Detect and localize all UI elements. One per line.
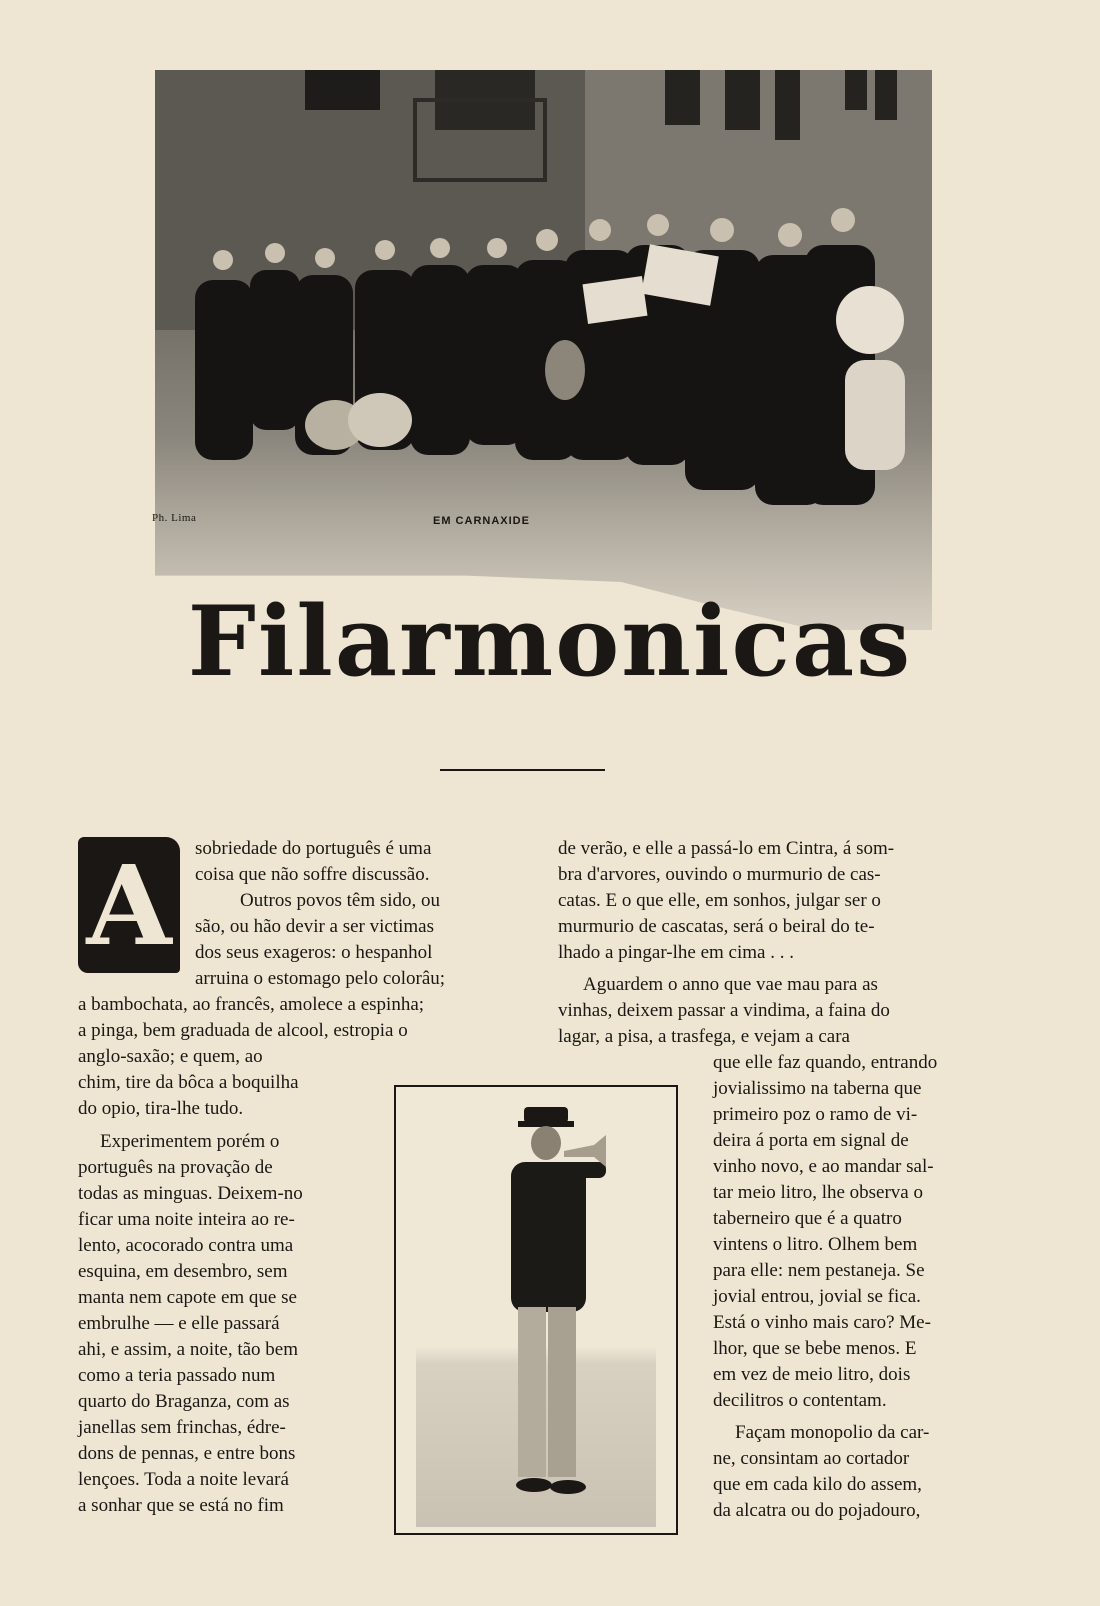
text-line: a sonhar que se está no fim	[78, 1495, 284, 1516]
bugler-figure	[496, 1107, 606, 1497]
text-line: lento, acocorado contra uma	[78, 1235, 294, 1256]
text-line: como a teria passado num	[78, 1365, 276, 1386]
photo-credit: Ph. Lima	[152, 512, 197, 524]
article-title: Filarmonicas	[187, 585, 913, 698]
title-divider	[440, 769, 605, 771]
text-line: de verão, e elle a passá-lo em Cintra, á som-	[558, 838, 895, 859]
text-line: jovial entrou, jovial se fica.	[713, 1286, 921, 1307]
text-line: Experimentem porém o	[100, 1131, 280, 1152]
photo-caption: EM CARNAXIDE	[433, 515, 530, 527]
musician-photo-frame	[394, 1085, 678, 1535]
text-line: ahi, e assim, a noite, tão bem	[78, 1339, 299, 1360]
text-line: português na provação de	[78, 1157, 273, 1178]
text-line: Está o vinho mais caro? Me-	[713, 1312, 931, 1333]
text-line: taberneiro que é a quatro	[713, 1208, 902, 1229]
text-line: anglo-saxão; e quem, ao	[78, 1046, 263, 1067]
text-line: Aguardem o anno que vae mau para as	[583, 974, 878, 995]
text-line: murmurio de cascatas, será o beiral do te-	[558, 916, 875, 937]
text-line: jovialissimo na taberna que	[713, 1078, 922, 1099]
text-line: manta nem capote em que se	[78, 1287, 297, 1308]
text-line: arruina o estomago pelo colorâu;	[195, 968, 446, 989]
text-line: vinhas, deixem passar a vindima, a faina do	[558, 1000, 890, 1021]
text-line: primeiro poz o ramo de vi-	[713, 1104, 918, 1125]
band-photo-illustration	[155, 70, 932, 630]
text-line: do opio, tira-lhe tudo.	[78, 1098, 244, 1119]
text-line: deira á porta em signal de	[713, 1130, 909, 1151]
text-line: lhor, que se bebe menos. E	[713, 1338, 917, 1359]
text-line: decilitros o contentam.	[713, 1390, 887, 1411]
text-line: a pinga, bem graduada de alcool, estropia o	[78, 1020, 408, 1041]
text-line: vintens o litro. Olhem bem	[713, 1234, 918, 1255]
text-line: vinho novo, e ao mandar sal-	[713, 1156, 934, 1177]
text-line: Façam monopolio da car-	[735, 1422, 930, 1443]
text-line: para elle: nem pestaneja. Se	[713, 1260, 925, 1281]
text-line: quarto do Braganza, com as	[78, 1391, 290, 1412]
text-line: bra d'arvores, ouvindo o murmurio de cas-	[558, 864, 881, 885]
band-photograph	[155, 70, 932, 630]
text-line: coisa que não soffre discussão.	[195, 864, 430, 885]
text-line: Outros povos têm sido, ou	[240, 890, 441, 911]
text-line: catas. E o que elle, em sonhos, julgar ser o	[558, 890, 881, 911]
text-line: chim, tire da bôca a boquilha	[78, 1072, 299, 1093]
text-line: são, ou hão devir a ser victimas	[195, 916, 435, 937]
text-line: ne, consintam ao cortador	[713, 1448, 910, 1469]
text-line: lhado a pingar-lhe em cima . . .	[558, 942, 794, 963]
text-line: da alcatra ou do pojadouro,	[713, 1500, 921, 1521]
text-line: em vez de meio litro, dois	[713, 1364, 911, 1385]
text-line: esquina, em desembro, sem	[78, 1261, 288, 1282]
text-line: dos seus exageros: o hespanhol	[195, 942, 433, 963]
text-line: que em cada kilo do assem,	[713, 1474, 922, 1495]
text-line: ficar uma noite inteira ao re-	[78, 1209, 295, 1230]
text-line: todas as minguas. Deixem-no	[78, 1183, 303, 1204]
text-line: tar meio litro, lhe observa o	[713, 1182, 923, 1203]
drop-cap: A	[78, 837, 180, 973]
text-line: lençoes. Toda a noite levará	[78, 1469, 289, 1490]
musician-photograph	[416, 1097, 656, 1527]
text-line: embrulhe — e elle passará	[78, 1313, 280, 1334]
text-line: dons de pennas, e entre bons	[78, 1443, 296, 1464]
text-line: a bambochata, ao francês, amolece a espinha;	[78, 994, 425, 1015]
text-line: lagar, a pisa, a trasfega, e vejam a cara	[558, 1026, 850, 1047]
text-line: sobriedade do português é uma	[195, 838, 432, 859]
text-line: janellas sem frinchas, édre-	[78, 1417, 286, 1438]
text-line: que elle faz quando, entrando	[713, 1052, 938, 1073]
